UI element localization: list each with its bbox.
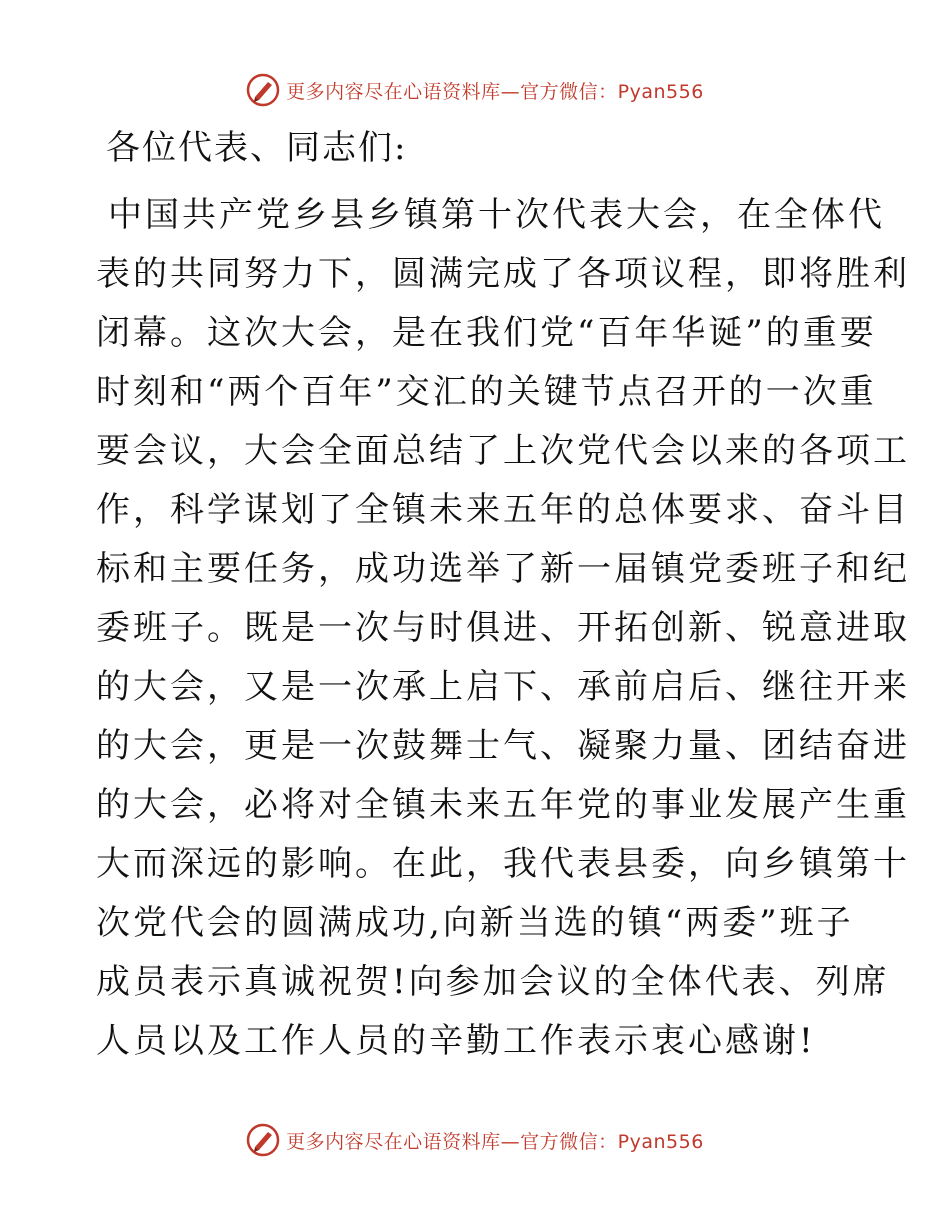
paragraph-line: 大而深远的影响。在此，我代表县委，向乡镇第十: [96, 844, 910, 884]
paragraph-line: 闭幕。这次大会，是在我们党“百年华诞”的重要: [96, 313, 877, 353]
paragraph-line: 表的共同努力下，圆满完成了各项议程，即将胜利: [96, 254, 910, 294]
footer-watermark: [0, 1120, 950, 1160]
paragraph-line: 作，科学谋划了全镇未来五年的总体要求、奋斗目: [96, 490, 910, 530]
paragraph-line: 成员表示真诚祝贺!向参加会议的全体代表、列席: [96, 962, 890, 1002]
paragraph-line: 中国共产党乡县乡镇第十次代表大会，在全体代: [108, 195, 885, 235]
watermark-text: 更多内容尽在心语资料库—官方微信：Pyan556: [286, 1130, 704, 1153]
pen-logo-icon: [246, 73, 280, 107]
paragraph-line: 的大会，必将对全镇未来五年党的事业发展产生重: [96, 785, 910, 825]
paragraph-line: 次党代会的圆满成功,向新当选的镇“两委”班子: [96, 903, 854, 943]
document-body: [96, 120, 910, 1071]
speech-paragraph: [96, 186, 910, 1071]
paragraph-line: 委班子。既是一次与时俱进、开拓创新、锐意进取: [96, 608, 910, 648]
paragraph-line: 人员以及工作人员的辛勤工作表示衷心感谢!: [96, 1021, 816, 1061]
paragraph-line: 的大会，又是一次承上启下、承前启后、继往开来: [96, 667, 910, 707]
paragraph-line: 要会议，大会全面总结了上次党代会以来的各项工: [96, 431, 910, 471]
watermark-text: 更多内容尽在心语资料库—官方微信：Pyan556: [286, 80, 704, 103]
paragraph-line: 标和主要任务，成功选举了新一届镇党委班子和纪: [96, 549, 910, 589]
header-watermark: [0, 70, 950, 110]
paragraph-line: 时刻和“两个百年”交汇的关键节点召开的一次重: [96, 372, 877, 412]
greeting: 各位代表、同志们:: [106, 128, 408, 168]
paragraph-line: 的大会，更是一次鼓舞士气、凝聚力量、团结奋进: [96, 726, 910, 766]
pen-logo-icon: [246, 1123, 280, 1157]
